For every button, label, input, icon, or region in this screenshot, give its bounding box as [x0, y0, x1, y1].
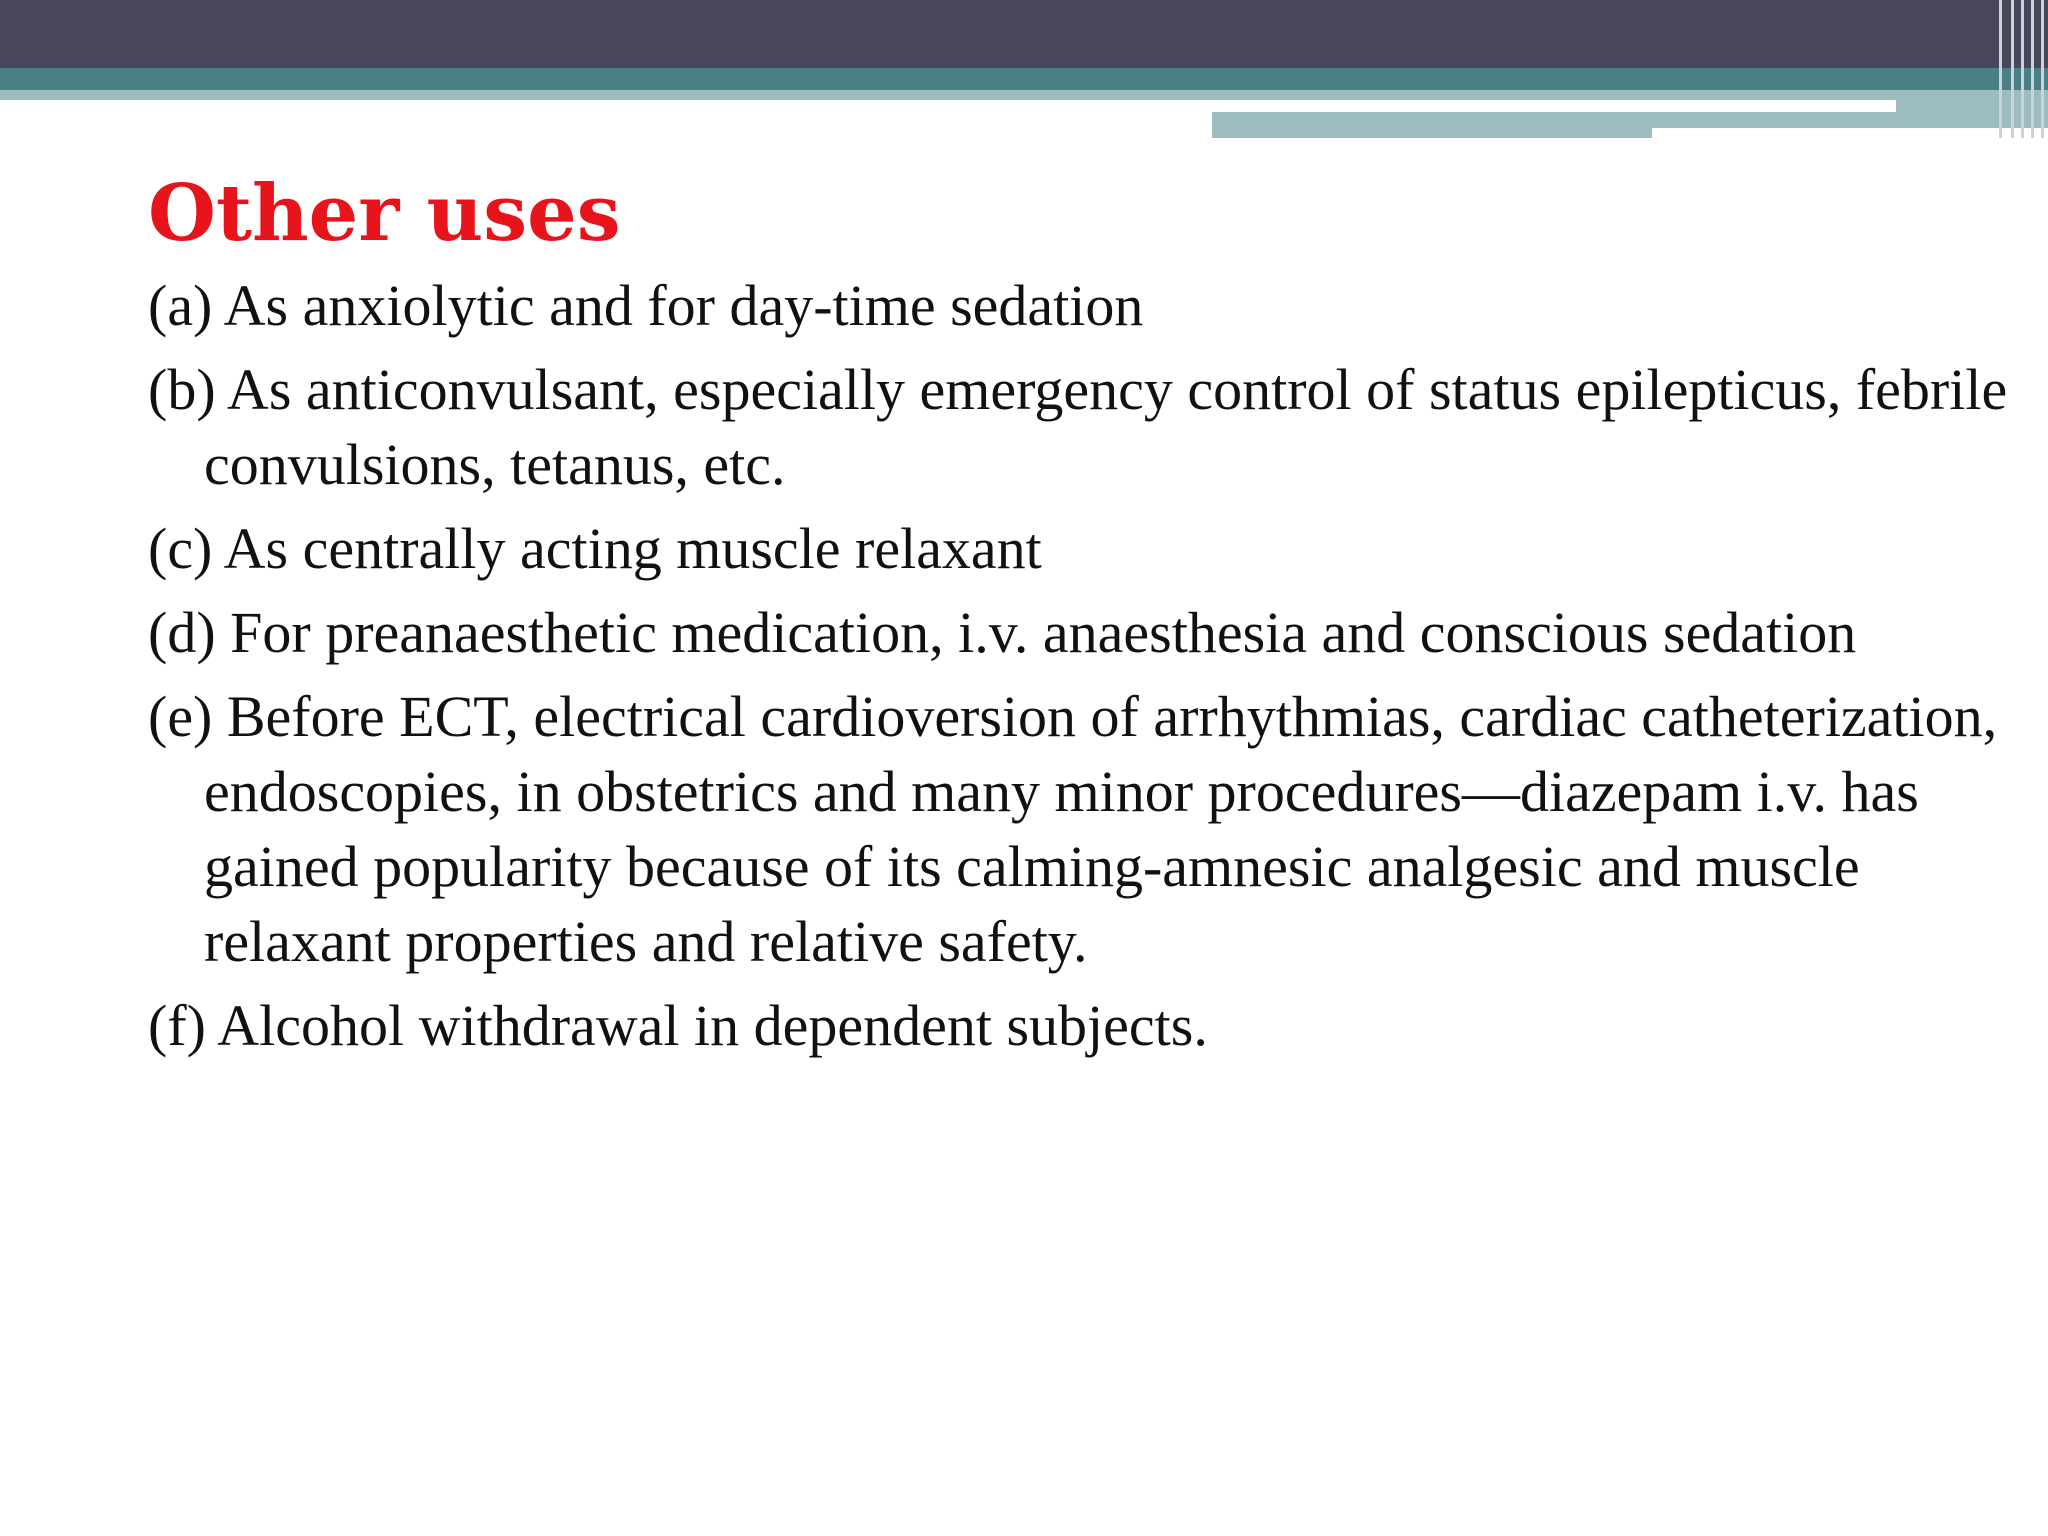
list-item: (d) For preanaesthetic medication, i.v. anaesthesia and conscious sedation	[148, 600, 1857, 665]
slide-title: Other uses	[148, 168, 621, 259]
list-item: (c) As centrally acting muscle relaxant	[148, 516, 1042, 581]
header-corner-lines	[1988, 0, 2048, 138]
header-right-stripe	[1212, 116, 2048, 128]
header-band-teal	[0, 68, 2048, 90]
list-item: (e) Before ECT, electrical cardioversion of arrhythmias, cardiac catheterization, endoscopies, in obstetrics and many minor procedures—diazepam i.v. has gained popularity because of its calming-amnesic analgesic and muscle relaxant properties and relative safety.	[148, 684, 1998, 974]
list-item: (f) Alcohol withdrawal in dependent subjects.	[148, 993, 1208, 1058]
uses-list	[148, 268, 2008, 1072]
list-item: (b) As anticonvulsant, especially emergency control of status epilepticus, febrile convulsions, tetanus, etc.	[148, 357, 2008, 497]
header-band-dark	[0, 0, 2048, 68]
header-right-stripe	[1212, 100, 1896, 112]
list-item: (a) As anxiolytic and for day-time sedation	[148, 273, 1144, 338]
header-band-light	[0, 90, 1212, 100]
